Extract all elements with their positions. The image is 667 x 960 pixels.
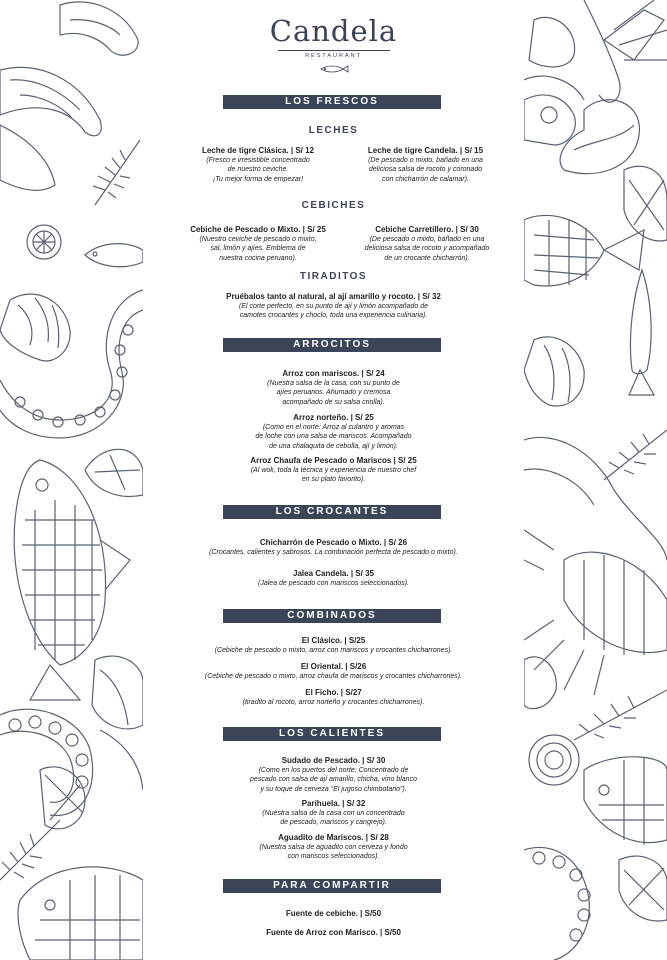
section-banner-frescos: LOS FRESCOS (223, 95, 441, 109)
menu-item-fuente-arroz (183, 928, 484, 938)
crab-claw-illustration (60, 2, 138, 55)
brand-name: Candela (269, 14, 398, 48)
subheading-cebiches: CEBICHES (301, 200, 366, 211)
item-title: Arroz norteño. | S/ 25 (293, 413, 374, 422)
item-description: (De pescado o mixto, bañado en una deliciosa salsa de rocoto y acompañado de un crocante chicharrón). (364, 235, 490, 262)
small-fish-illustration (85, 244, 143, 267)
restaurant-logo (143, 14, 524, 78)
lemon-illustration (27, 225, 61, 259)
shrimp-illustration-2 (524, 337, 584, 406)
item-title: El Oriental. | S/26 (300, 662, 367, 671)
left-seafood-illustration-panel (0, 0, 143, 960)
item-title: Parihuela. | S/ 32 (301, 799, 366, 808)
item-description: (Nuestra salsa de la casa con un concentrado de pescado, mariscos y cangrejo). (262, 809, 405, 826)
shrimp-illustration (0, 294, 70, 361)
item-title: Aguadito de Mariscos. | S/ 28 (278, 833, 389, 842)
menu-item-el-oriental (148, 662, 519, 681)
brand-subtitle: RESTAURANT (305, 53, 362, 59)
fish-logo-icon (143, 60, 524, 78)
item-title: Leche de tigre Candela. | S/ 15 (367, 146, 484, 155)
subheading-tiraditos: TIRADITOS (299, 271, 368, 282)
section-banner-combinados: COMBINADOS (223, 609, 441, 623)
subheading-leches: LECHES (308, 125, 359, 136)
menu-item-leche-candela (338, 146, 513, 184)
fish-illustration-2 (584, 757, 667, 845)
menu-item-fuente-cebiche (183, 909, 484, 919)
item-title: Fuente de Arroz con Marisco. | S/50 (266, 928, 401, 937)
lobster-illustration (524, 0, 667, 102)
octopus-tentacle-illustration (0, 290, 143, 438)
big-fish-illustration (14, 460, 130, 700)
item-description: (Cebiche de pescado o mixto, arroz chaufa de mariscos y crocantes chicharrones). (204, 672, 463, 680)
menu-item-arroz-norteno (203, 413, 464, 451)
logo-divider (278, 50, 390, 51)
item-description: (Nuestro ceviche de pescado o mixto, sal, limón y ajíes. Emblema de nuestra cocina peruano). (199, 235, 317, 262)
bottom-fish-illustration (18, 867, 143, 960)
item-title: Arroz con mariscos. | S/ 24 (282, 369, 385, 378)
item-title: Fuente de cebiche. | S/50 (285, 909, 382, 918)
item-description: (Crocantes, calientes y sabrosos. La combinación perfecta de pescado o mixto). (209, 548, 458, 556)
rosemary-illustration (93, 140, 140, 205)
item-title: El Clásico. | S/25 (301, 636, 366, 645)
fish-illustration (524, 215, 644, 286)
item-description: (Como en el norte: Arroz al culantro y aromas de loche con una salsa de mariscos. Acompañado de una chalaquita de cebolla, ají y limón). (255, 423, 412, 450)
lobster-illustration (0, 67, 101, 190)
item-title: Arroz Chaufa de Pescado o Mariscos | S/ 25 (250, 456, 417, 465)
menu-item-tiradito (163, 292, 504, 321)
menu-item-cebiche-carretillero (341, 225, 513, 263)
item-description: (El corte perfecto, en su punto de ají y limón acompañado de camotes crocantes y choclo, toda una experiencia culinaria). (238, 302, 429, 319)
lemon-illustration-2 (40, 767, 85, 829)
item-title: El Ficho. | S/27 (305, 688, 362, 697)
shell-illustration (92, 656, 143, 729)
menu-column (143, 0, 524, 960)
item-description: (Fresco e irresistible concentrado de nuestro ceviche. ¡Tu mejor forma de empezar! (206, 156, 310, 183)
section-banner-crocantes: LOS CROCANTES (223, 505, 441, 519)
item-title: Cebiche Carretillero. | S/ 30 (375, 225, 479, 234)
item-description: (Nuestra salsa de la casa, con su punto de ajíes peruanos. Ahumado y cremosa acompañado de su salsa criolla). (267, 379, 400, 406)
menu-item-cebiche-pescado (178, 225, 338, 263)
lobster-body-illustration (524, 437, 667, 695)
octopus-illustration (0, 709, 143, 815)
octopus-illustration (524, 847, 590, 960)
section-banner-compartir: PARA COMPARTIR (223, 879, 441, 893)
menu-item-arroz-chaufa (183, 456, 484, 485)
item-description: (Nuestra salsa de aguadito con cerveza y fondo con mariscos seleccionados). (259, 843, 408, 860)
item-title: Pruébalos tanto al natural, al ají amarillo y rocoto. | S/ 32 (226, 292, 441, 301)
menu-item-aguadito (183, 833, 484, 862)
item-description: (tiradito al rocoto, arroz norteño y crocantes chicharrones). (242, 698, 425, 706)
lemon-illustration (624, 166, 667, 241)
item-description: (De pescado o mixto, bañado en una deliciosa salsa de rocoto y coronado con chicharrón de calamar). (368, 156, 483, 183)
item-description: (Como en los puertos del norte: Concentrado de pescado con salsa de ají amarillo, chicha, vino blanco y su toque de cerveza “El jugoso chimbotano”). (250, 766, 417, 793)
slim-fish-illustration (629, 270, 654, 395)
item-description: (Cebiche de pescado o mixto, arroz con mariscos y crocantes chicharrones). (214, 646, 453, 654)
item-title: Sudado de Pescado. | S/ 30 (281, 756, 386, 765)
menu-item-arroz-mariscos (203, 369, 464, 407)
rosemary-illustration-2 (0, 820, 60, 880)
shrimp-illustration (524, 95, 575, 145)
lemon-slice-illustration (85, 449, 143, 496)
item-title: Leche de tigre Clásica. | S/ 12 (201, 146, 315, 155)
section-banner-calientes: LOS CALIENTES (223, 727, 441, 741)
menu-item-chicharron (153, 538, 514, 557)
rosemary-illustration (604, 430, 667, 480)
menu-item-parihuela (183, 799, 484, 828)
right-seafood-illustration-panel (524, 0, 667, 960)
item-title: Cebiche de Pescado o Mixto. | S/ 25 (190, 225, 326, 234)
spiral-shell-illustration (529, 735, 579, 785)
rosemary-illustration-2 (574, 690, 667, 740)
item-title: Chicharrón de Pescado o Mixto. | S/ 26 (259, 538, 408, 547)
lemon-illustration-2 (619, 856, 667, 921)
section-banner-arrocitos: ARROCITOS (223, 338, 441, 352)
menu-item-jalea (183, 569, 484, 588)
menu-item-leche-clasica (183, 146, 333, 184)
menu-item-el-ficho (153, 688, 514, 707)
menu-item-sudado (173, 756, 494, 794)
item-title: Jalea Candela. | S/ 35 (293, 569, 374, 578)
item-description: (Jalea de pescado con mariscos seleccionados). (258, 579, 409, 587)
item-description: (Al wok, toda la técnica y experiencia de nuestro chef en su plato favorito). (250, 466, 417, 483)
menu-item-el-clasico (153, 636, 514, 655)
